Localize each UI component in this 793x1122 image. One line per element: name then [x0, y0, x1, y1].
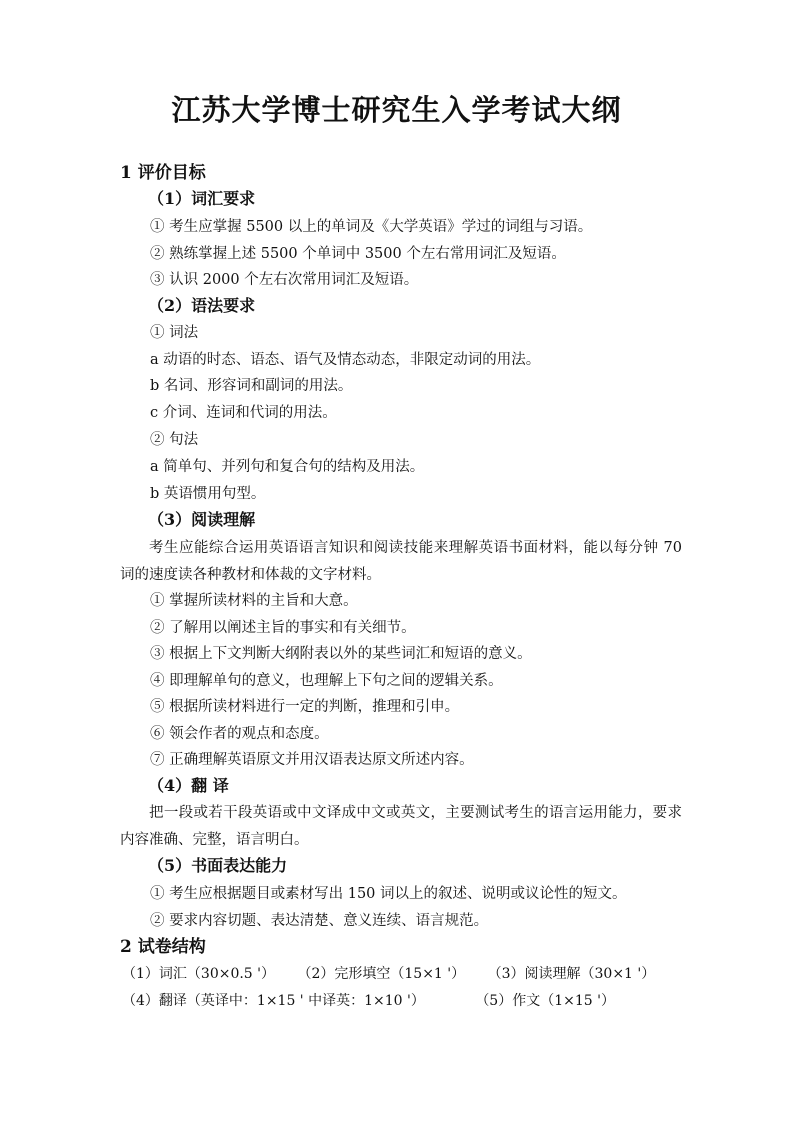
- list-item: a 简单句、并列句和复合句的结构及用法。: [150, 459, 425, 475]
- list-item: ① 掌握所读材料的主旨和大意。: [150, 593, 358, 609]
- list-item: b 名词、形容词和副词的用法。: [150, 378, 353, 394]
- subsection-heading-writing: （5）书面表达能力: [148, 856, 288, 875]
- list-item: ⑤ 根据所读材料进行一定的判断，推理和引申。: [150, 699, 460, 715]
- subsection-heading-reading: （3）阅读理解: [148, 510, 256, 529]
- list-item: a 动语的时态、语态、语气及情态动态，非限定动词的用法。: [150, 352, 541, 368]
- list-item: ① 考生应根据题目或素材写出 150 词以上的叙述、说明或议论性的短文。: [150, 886, 627, 902]
- structure-row: [122, 988, 692, 1014]
- list-item: ① 词法: [150, 325, 199, 341]
- list-item: ④ 即理解单句的意义，也理解上下句之间的逻辑关系。: [150, 673, 503, 689]
- list-item: ⑥ 领会作者的观点和态度。: [150, 726, 329, 742]
- structure-cell: （5）作文（1×15 '）: [475, 993, 615, 1009]
- subsection-heading-translation: （4）翻 译: [148, 776, 229, 795]
- document-title: 江苏大学博士研究生入学考试大纲: [171, 93, 622, 127]
- structure-cell: （3）阅读理解（30×1 '）: [487, 966, 656, 982]
- list-item: ② 熟练掌握上述 5500 个单词中 3500 个左右常用词汇及短语。: [150, 246, 566, 262]
- structure-cell: （1）词汇（30×0.5 '）: [122, 966, 276, 982]
- section-heading-evaluation-goals: 1 评价目标: [120, 163, 206, 183]
- list-item: c 介词、连词和代词的用法。: [150, 405, 337, 421]
- list-item: ② 了解用以阐述主旨的事实和有关细节。: [150, 620, 416, 636]
- structure-cell: （2）完形填空（15×1 '）: [297, 966, 466, 982]
- list-item: b 英语惯用句型。: [150, 486, 266, 502]
- reading-paragraph: 考生应能综合运用英语语言知识和阅读技能来理解英语书面材料，能以每分钟 70 词的速度读各种教材和体裁的文字材料。: [120, 540, 682, 583]
- structure-row: [122, 961, 692, 987]
- subsection-heading-grammar: （2）语法要求: [148, 296, 256, 315]
- list-item: ② 要求内容切题、表达清楚、意义连续、语言规范。: [150, 913, 489, 929]
- list-item: ② 句法: [150, 432, 199, 448]
- list-item: ③ 根据上下文判断大纲附表以外的某些词汇和短语的意义。: [150, 646, 532, 662]
- list-item: ① 考生应掌握 5500 以上的单词及《大学英语》学过的词组与习语。: [150, 219, 593, 235]
- structure-cell: （4）翻译（英译中：1×15 ' 中译英：1×10 '）: [122, 993, 425, 1009]
- section-heading-paper-structure: 2 试卷结构: [120, 937, 206, 957]
- translation-paragraph: 把一段或若干段英语或中文译成中文或英文，主要测试考生的语言运用能力，要求内容准确、完整，语言明白。: [120, 805, 682, 848]
- list-item: ③ 认识 2000 个左右次常用词汇及短语。: [150, 272, 419, 288]
- list-item: ⑦ 正确理解英语原文并用汉语表达原文所述内容。: [150, 752, 474, 768]
- subsection-heading-vocabulary: （1）词汇要求: [148, 189, 256, 208]
